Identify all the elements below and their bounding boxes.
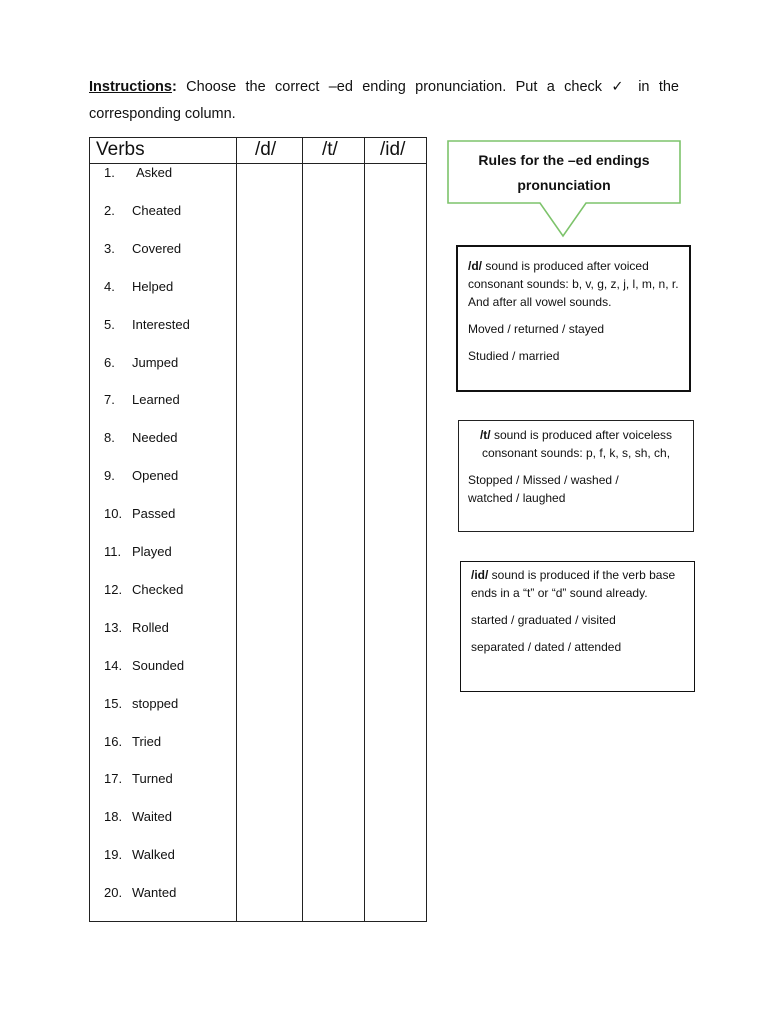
- rules-title: [447, 148, 681, 198]
- header-t: /t/: [322, 139, 338, 160]
- row-number: 13.: [104, 619, 123, 635]
- row-verb: Needed: [132, 430, 178, 446]
- row-number: 9.: [104, 468, 115, 484]
- row-verb: Covered: [132, 240, 182, 256]
- header-d: /d/: [255, 139, 277, 160]
- table-row: [104, 883, 176, 903]
- row-number: 5.: [104, 316, 115, 332]
- row-verb: Asked: [136, 165, 173, 180]
- table-row: [104, 580, 183, 600]
- row-verb: Jumped: [132, 354, 179, 370]
- rules-title-line1: Rules for the –ed endings: [478, 152, 650, 168]
- row-verb: stopped: [132, 695, 179, 711]
- row-verb: Checked: [132, 581, 184, 597]
- rule-box-d: [456, 245, 691, 392]
- row-number: 18.: [104, 809, 123, 825]
- instructions-label: Instructions: [89, 79, 172, 95]
- rule-box-id: [460, 561, 695, 692]
- column-divider: [236, 138, 237, 921]
- table-row: [104, 353, 178, 373]
- instructions: [89, 74, 679, 128]
- rule-t-desc: [468, 426, 684, 462]
- table-row: [104, 466, 178, 486]
- row-verb: Helped: [132, 278, 174, 294]
- row-number: 3.: [104, 240, 115, 256]
- rules-title-line2: pronunciation: [517, 177, 611, 193]
- row-verb: Learned: [132, 392, 180, 408]
- table-row: [104, 315, 190, 335]
- row-number: 17.: [104, 771, 123, 787]
- rule-d-text: sound is produced after voiced consonant sounds: b, v, g, z, j, l, m, n, r. And after all vowel sounds.: [468, 259, 679, 309]
- row-verb: Waited: [132, 809, 172, 825]
- row-verb: Sounded: [132, 657, 185, 673]
- row-verb: Tried: [132, 733, 162, 749]
- row-number: 15.: [104, 695, 123, 711]
- table-row: [104, 618, 169, 638]
- rule-d-sound: /d/: [468, 259, 482, 273]
- table-row: [104, 845, 175, 865]
- row-number: 11.: [104, 544, 122, 559]
- rule-d-examples-2: Studied / married: [468, 349, 560, 363]
- table-row: [104, 277, 173, 297]
- rule-id-text: sound is produced if the verb base ends in a “t” or “d” sound already.: [471, 568, 676, 600]
- instructions-colon: :: [171, 79, 177, 95]
- rule-t-examples-2: watched / laughed: [468, 491, 566, 505]
- table-row: [104, 769, 173, 789]
- row-verb: Cheated: [132, 202, 182, 218]
- row-verb: Walked: [132, 847, 175, 863]
- rule-t-text: sound is produced after voiceless consonant sounds: p, f, k, s, sh, ch,: [481, 428, 673, 460]
- rule-id-sound: /id/: [471, 568, 489, 582]
- rule-box-t: [458, 420, 694, 532]
- rule-d-desc: [468, 257, 679, 311]
- rule-t-sound: /t/: [479, 428, 491, 442]
- row-number: 2.: [104, 202, 115, 218]
- row-verb: Played: [132, 544, 172, 559]
- table-row: [104, 732, 161, 752]
- rule-id-examples-2: separated / dated / attended: [471, 640, 622, 654]
- table-row: [104, 239, 181, 259]
- row-verb: Rolled: [132, 619, 169, 635]
- table-row: [104, 201, 181, 221]
- column-divider: [364, 138, 365, 921]
- rule-id-desc: [471, 566, 684, 602]
- row-number: 14.: [104, 657, 123, 673]
- row-number: 8.: [104, 430, 115, 446]
- row-verb: Turned: [132, 771, 173, 787]
- header-id: /id/: [380, 139, 406, 160]
- table-row: [104, 807, 172, 827]
- row-number: 7.: [104, 392, 115, 408]
- column-divider: [302, 138, 303, 921]
- row-verb: Interested: [132, 316, 190, 332]
- rule-t-examples-1: Stopped / Missed / washed /: [468, 473, 619, 487]
- row-number: 4.: [104, 278, 115, 294]
- row-verb: Opened: [132, 468, 179, 484]
- instructions-text: Choose the correct –ed ending pronunciation. Put a check ✓ in the corresponding column.: [89, 79, 679, 122]
- row-number: 1.: [104, 165, 115, 180]
- verbs-table: [89, 137, 427, 922]
- table-row: [104, 694, 178, 714]
- header-verbs: Verbs: [96, 139, 145, 160]
- table-row: [104, 504, 175, 524]
- row-number: 6.: [104, 354, 115, 370]
- row-number: 16.: [104, 733, 123, 749]
- table-row: [104, 656, 184, 676]
- row-verb: Passed: [132, 506, 176, 522]
- table-row: [104, 390, 180, 410]
- table-row: [104, 542, 172, 562]
- row-number: 20.: [104, 885, 123, 901]
- rules-callout: [447, 140, 681, 238]
- row-number: 10.: [104, 506, 123, 522]
- row-number: 12.: [104, 581, 123, 597]
- rule-d-examples-1: Moved / returned / stayed: [468, 322, 605, 336]
- row-number: 19.: [104, 847, 123, 863]
- row-verb: Wanted: [132, 885, 177, 901]
- table-row: [104, 163, 172, 183]
- table-row: [104, 428, 178, 448]
- rule-id-examples-1: started / graduated / visited: [471, 613, 616, 627]
